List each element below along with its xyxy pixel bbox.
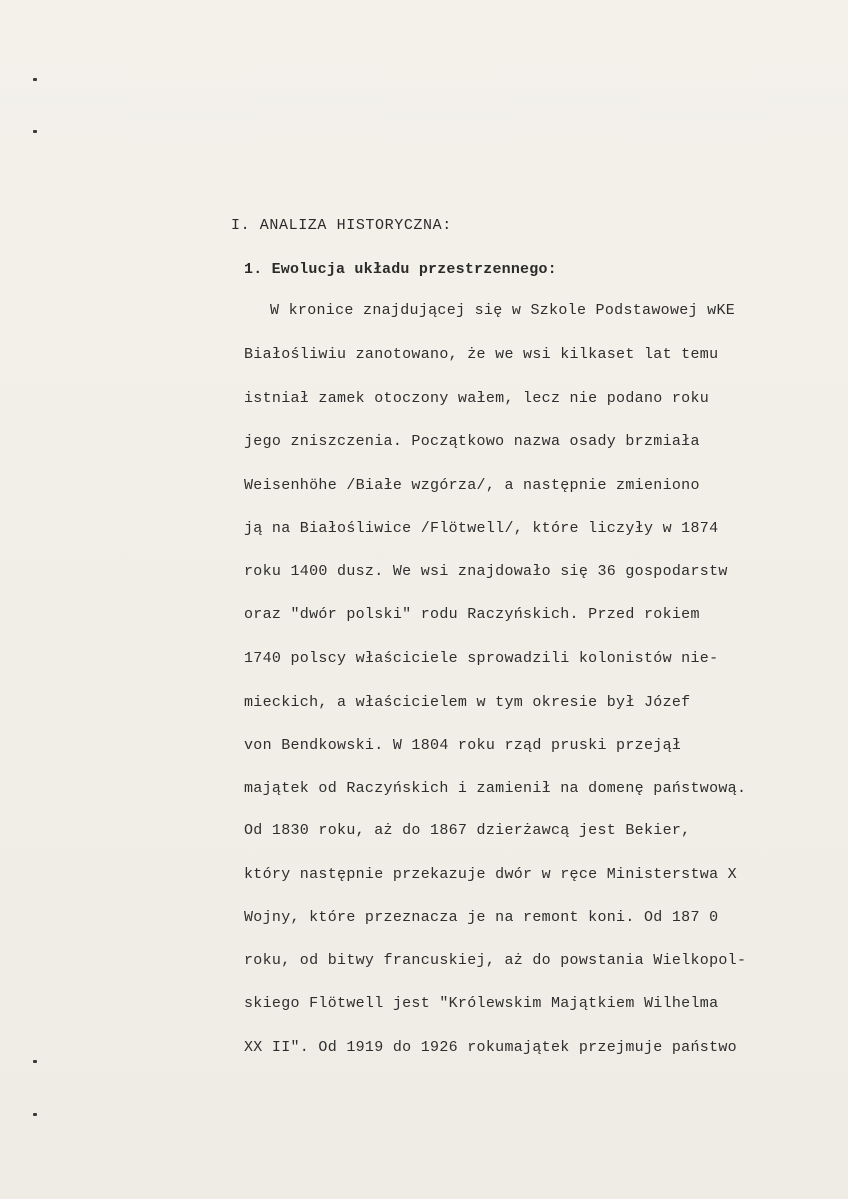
text-line: 1740 polscy właściciele sprowadzili kolonistów nie- bbox=[244, 650, 719, 667]
text-line: ją na Białośliwice /Flötwell/, które liczyły w 1874 bbox=[244, 520, 719, 537]
text-line: Wojny, które przeznacza je na remont koni. Od 187 0 bbox=[244, 909, 719, 926]
text-line: majątek od Raczyńskich i zamienił na domenę państwową. bbox=[244, 780, 747, 797]
margin-mark bbox=[33, 1060, 37, 1063]
margin-mark bbox=[33, 130, 37, 133]
subsection-heading: 1. Ewolucja układu przestrzennego: bbox=[244, 261, 557, 278]
text-line: Od 1830 roku, aż do 1867 dzierżawcą jest Bekier, bbox=[244, 822, 691, 839]
text-line: von Bendkowski. W 1804 roku rząd pruski przejął bbox=[244, 737, 682, 754]
text-line: XX II". Od 1919 do 1926 rokumajątek przejmuje państwo bbox=[244, 1039, 737, 1056]
text-line: roku 1400 dusz. We wsi znajdowało się 36 gospodarstw bbox=[244, 563, 728, 580]
text-line: mieckich, a właścicielem w tym okresie był Józef bbox=[244, 694, 691, 711]
section-heading: I. ANALIZA HISTORYCZNA: bbox=[231, 217, 452, 234]
text-line: W kronice znajdującej się w Szkole Podstawowej wKE bbox=[270, 302, 736, 319]
text-line: oraz "dwór polski" rodu Raczyńskich. Przed rokiem bbox=[244, 606, 700, 623]
text-line: jego zniszczenia. Początkowo nazwa osady brzmiała bbox=[244, 433, 700, 450]
text-line: skiego Flötwell jest "Królewskim Majątkiem Wilhelma bbox=[244, 995, 719, 1012]
margin-mark bbox=[33, 1113, 37, 1116]
text-line: który następnie przekazuje dwór w ręce Ministerstwa X bbox=[244, 866, 737, 883]
text-line: istniał zamek otoczony wałem, lecz nie podano roku bbox=[244, 390, 710, 407]
text-line: Weisenhöhe /Białe wzgórza/, a następnie zmieniono bbox=[244, 477, 700, 494]
margin-mark bbox=[33, 78, 37, 81]
text-line: Białośliwiu zanotowano, że we wsi kilkaset lat temu bbox=[244, 346, 719, 363]
text-line: roku, od bitwy francuskiej, aż do powstania Wielkopol- bbox=[244, 952, 747, 969]
